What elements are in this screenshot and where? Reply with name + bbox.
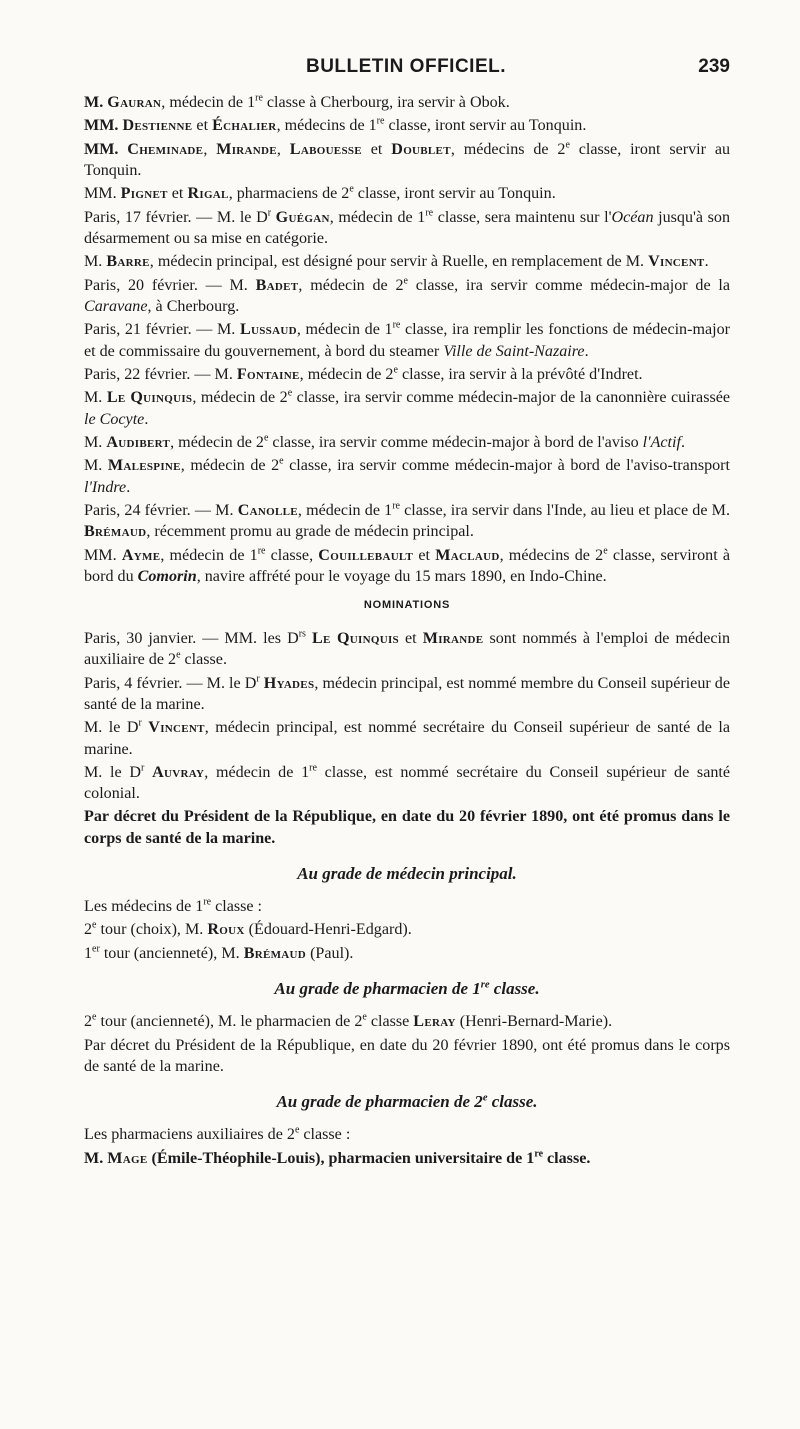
paragraph-nomination-1: Paris, 30 janvier. — MM. les $D^{rs}$ Le Quinquis et Mirande sont nommés à l'emploi de médecin auxiliaire de 2e classe. [84,628,730,669]
paragraph-lussaud: Paris, 21 février. — M. Lussaud, médecin de 1re classe, ira remplir les fonctions de médecin-major et de commissaire du gouvernement, à bord du steamer Ville de Saint-Nazaire. [84,319,730,360]
paragraph-nomination-4: M. le $D^r$ Auvray, médecin de 1re classe, est nommé secrétaire du Conseil supérieur de santé colonial. [84,762,730,803]
grade-title-medecin-principal: Au grade de médecin principal. [297,863,517,883]
grade2-tour-anciennete: 2e tour (ancienneté), M. le pharmacien de 2e classe Leray (Henri-Bernard-Marie). [84,1011,613,1031]
grade3-intro: Les pharmaciens auxiliaires de 2e classe : [84,1124,351,1144]
running-head: BULLETIN OFFICIEL. [305,56,507,77]
paragraph-le-quinquis: M. Le Quinquis, médecin de 2e classe, ira servir comme médecin-major de la canonnière cuirassée le Cocyte. [84,387,731,428]
body-text [84,92,730,1171]
paragraph-canolle: Paris, 24 février. — M. Canolle, médecin de 1re classe, ira servir dans l'Inde, au lieu et place de M. Brémaud, récemment promu au grade de médecin principal. [84,500,730,541]
paragraph-guegan: Paris, 17 février. — M. le $D^r$ Guégan, médecin de 1re classe, sera maintenu sur l'Océan jusqu'à son désarmement ou sa mise en catégorie. [84,207,731,247]
paragraph-audibert: M. Audibert, médecin de 2e classe, ira servir comme médecin-major à bord de l'aviso l'Actif. [84,432,686,451]
paragraph-nomination-3: M. le $D^r$ Vincent, médecin principal, est nommé secrétaire du Conseil supérieur de santé de la marine. [84,717,731,758]
section-title-nominations: NOMINATIONS [363,598,451,611]
paragraph-decree-1: Par décret du Président de la République, en date du 20 février 1890, ont été promus dans le corps de santé de la marine. [84,808,730,847]
paragraph-barre: M. Barre, médecin principal, est désigné pour servir à Ruelle, en remplacement de M. Vincent. [84,253,709,271]
page-number: 239 [698,56,730,77]
paragraph-cheminade: MM. Cheminade, Mirande, Labouesse et Doublet, médecins de 2e classe, iront servir au Tonquin. [84,139,731,179]
grade-title-pharmacien-2e: Au grade de pharmacien de 2e classe. [276,1092,538,1112]
page-header [82,56,730,86]
grade-title-pharmacien-1re: Au grade de pharmacien de 1re classe. [274,979,540,999]
paragraph-malespine: M. Malespine, médecin de 2e classe, ira servir comme médecin-major à bord de l'aviso-transport l'Indre. [84,455,731,496]
paragraph-fontaine: Paris, 22 février. — M. Fontaine, médecin de 2e classe, ira servir à la prévôté d'Indret. [84,364,643,383]
paragraph-ayme: MM. Ayme, médecin de 1re classe, Couillebault et Maclaud, médecins de 2e classe, serviront à bord du Comorin, navire affrété pour le voyage du 15 mars 1890, en Indo-Chine. [84,545,731,585]
paragraph-gauran: M. Gauran, médecin de 1re classe à Cherbourg, ira servir à Obok. [84,92,510,111]
paragraph-destienne: MM. Destienne et Échalier, médecins de 1re classe, iront servir au Tonquin. [84,116,587,135]
grade1-intro: Les médecins de 1re classe : [84,896,263,916]
grade3-mage: M. Mage (Émile-Théophile-Louis), pharmacien universitaire de 1re classe. [84,1148,591,1167]
paragraph-badet: Paris, 20 février. — M. Badet, médecin de 2e classe, ira servir comme médecin-major de la Caravane, à Cherbourg. [84,275,730,315]
grade1-tour-anciennete: 1er tour (ancienneté), M. Brémaud (Paul). [84,943,354,962]
paragraph-nomination-2: Paris, 4 février. — M. le $D^r$ Hyades, médecin principal, est nommé membre du Conseil supérieur de santé de la marine. [84,673,730,713]
grade1-tour-choix: 2e tour (choix), M. Roux (Édouard-Henri-Edgard). [84,920,412,939]
paragraph-decree-2: Par décret du Président de la République, en date du 20 février 1890, ont été promus dans le corps de santé de la marine. [84,1036,730,1075]
paragraph-pignet: MM. Pignet et Rigal, pharmaciens de 2e classe, iront servir au Tonquin. [84,184,556,203]
